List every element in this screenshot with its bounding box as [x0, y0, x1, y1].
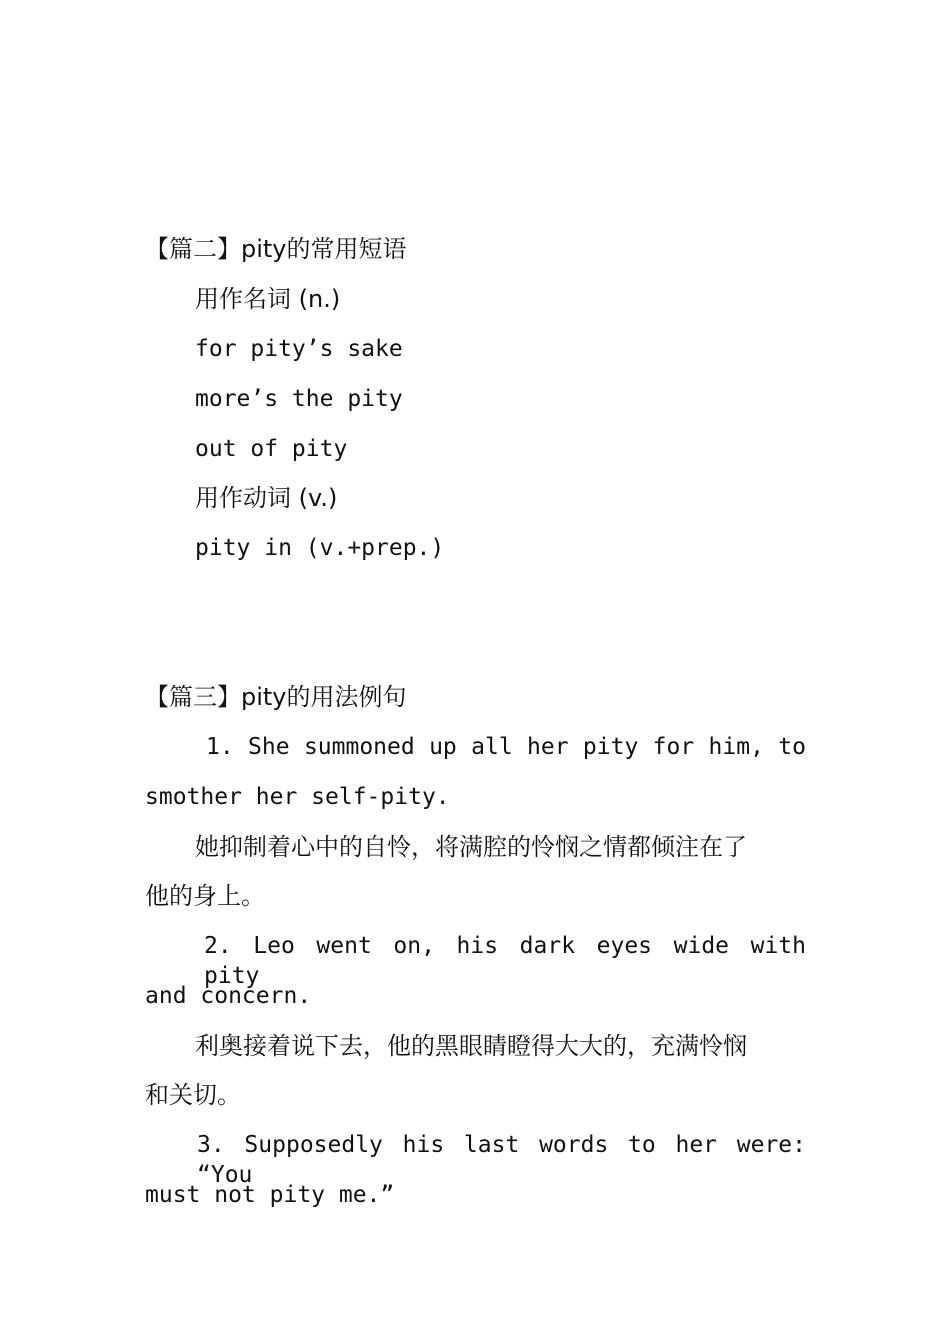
phrase-item: for pity’s sake — [195, 336, 403, 362]
phrase-item: 用作动词 (v.) — [195, 484, 338, 512]
example-en-line: 1. She summoned up all her pity for him, to — [206, 734, 806, 760]
phrase-item: more’s the pity — [195, 386, 403, 412]
example-zh-line: 利奥接着说下去，他的黑眼睛瞪得大大的，充满怜悯 — [195, 1032, 747, 1060]
example-zh-line: 和关切。 — [145, 1081, 241, 1109]
example-zh-line: 他的身上。 — [145, 882, 265, 910]
phrase-item: 用作名词 (n.) — [195, 285, 341, 313]
example-en-line: and concern. — [145, 983, 312, 1009]
example-zh-line: 她抑制着心中的自怜，将满腔的怜悯之情都倾注在了 — [195, 833, 747, 861]
phrase-item: out of pity — [195, 436, 348, 462]
example-en-line: 3. Supposedly his last words to her were: “You — [197, 1132, 806, 1188]
section-heading: 【篇二】pity的常用短语 — [145, 235, 407, 263]
phrase-item: pity in (v.+prep.) — [195, 535, 445, 561]
section-heading: 【篇三】pity的用法例句 — [145, 683, 407, 711]
example-en-line: must not pity me.” — [145, 1182, 395, 1208]
example-en-line: 2. Leo went on, his dark eyes wide with pity — [204, 933, 806, 989]
example-en-line: smother her self-pity. — [145, 784, 450, 810]
